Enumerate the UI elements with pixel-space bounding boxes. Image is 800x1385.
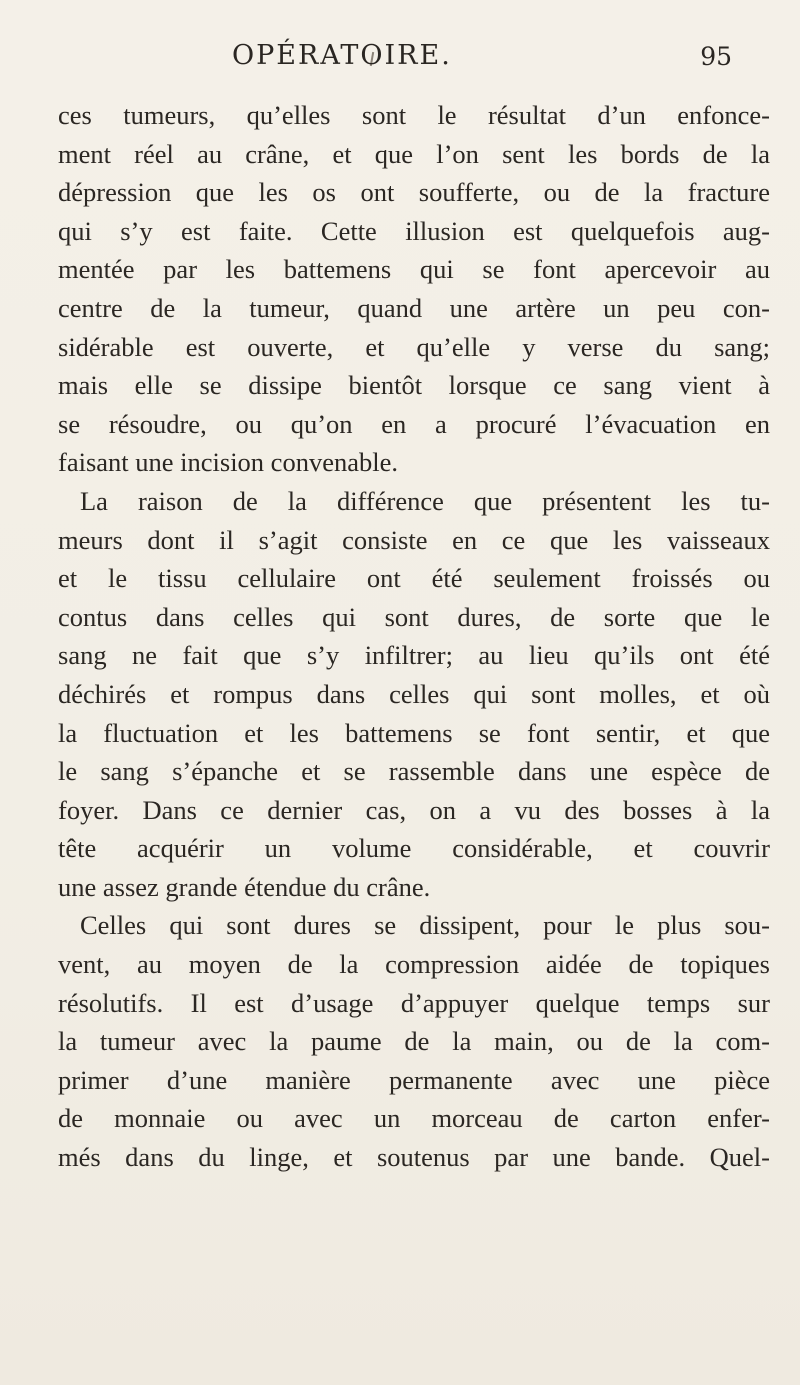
text-line: primer d’une manière permanente avec une pièce xyxy=(58,1064,770,1095)
text-line: centre de la tumeur, quand une artère un peu con- xyxy=(58,292,770,323)
text-line: meurs dont il s’agit consiste en ce que les vaisseaux xyxy=(58,524,770,555)
page-header xyxy=(60,40,760,84)
text-line: faisant une incision convenable. xyxy=(58,447,398,478)
text-line: de monnaie ou avec un morceau de carton enfer- xyxy=(58,1103,770,1134)
text-line: mais elle se dissipe bientôt lorsque ce sang vient à xyxy=(58,370,770,401)
text-line: la fluctuation et les battemens se font sentir, et que xyxy=(58,717,770,748)
text-line: une assez grande étendue du crâne. xyxy=(58,871,431,902)
text-line: sidérable est ouverte, et qu’elle y verse du sang; xyxy=(58,331,770,362)
text-line: Celles qui sont dures se dissipent, pour le plus sou- xyxy=(80,910,770,941)
body-text xyxy=(58,96,770,1177)
text-line: sang ne fait que s’y infiltrer; au lieu qu’ils ont été xyxy=(58,640,770,671)
text-line: dépression que les os ont soufferte, ou de la fracture xyxy=(58,177,770,208)
text-line: et le tissu cellulaire ont été seulement froissés ou xyxy=(58,563,770,594)
text-line: se résoudre, ou qu’on en a procuré l’évacuation en xyxy=(58,408,770,439)
text-line: ment réel au crâne, et que l’on sent les bords de la xyxy=(58,138,770,169)
page-number: 95 xyxy=(700,42,732,71)
text-line: vent, au moyen de la compression aidée de topiques xyxy=(58,949,770,980)
text-line: résolutifs. Il est d’usage d’appuyer quelque temps sur xyxy=(58,987,770,1018)
text-line: més dans du linge, et soutenus par une bande. Quel- xyxy=(58,1142,770,1173)
text-line: le sang s’épanche et se rassemble dans une espèce de xyxy=(58,756,770,787)
text-line: La raison de la différence que présentent les tu- xyxy=(80,485,770,516)
text-line: ces tumeurs, qu’elles sont le résultat d’un enfonce- xyxy=(58,100,770,130)
running-title: OPÉRATOIRE. xyxy=(232,40,452,71)
text-line: contus dans celles qui sont dures, de sorte que le xyxy=(58,601,770,632)
text-line: tête acquérir un volume considérable, et couvrir xyxy=(58,833,770,864)
text-line: foyer. Dans ce dernier cas, on a vu des bosses à la xyxy=(58,794,770,825)
text-line: déchirés et rompus dans celles qui sont molles, et où xyxy=(58,678,770,709)
text-line: qui s’y est faite. Cette illusion est quelquefois aug- xyxy=(58,215,770,246)
text-line: mentée par les battemens qui se font apercevoir au xyxy=(58,254,770,285)
text-line: la tumeur avec la paume de la main, ou de la com- xyxy=(58,1026,770,1057)
